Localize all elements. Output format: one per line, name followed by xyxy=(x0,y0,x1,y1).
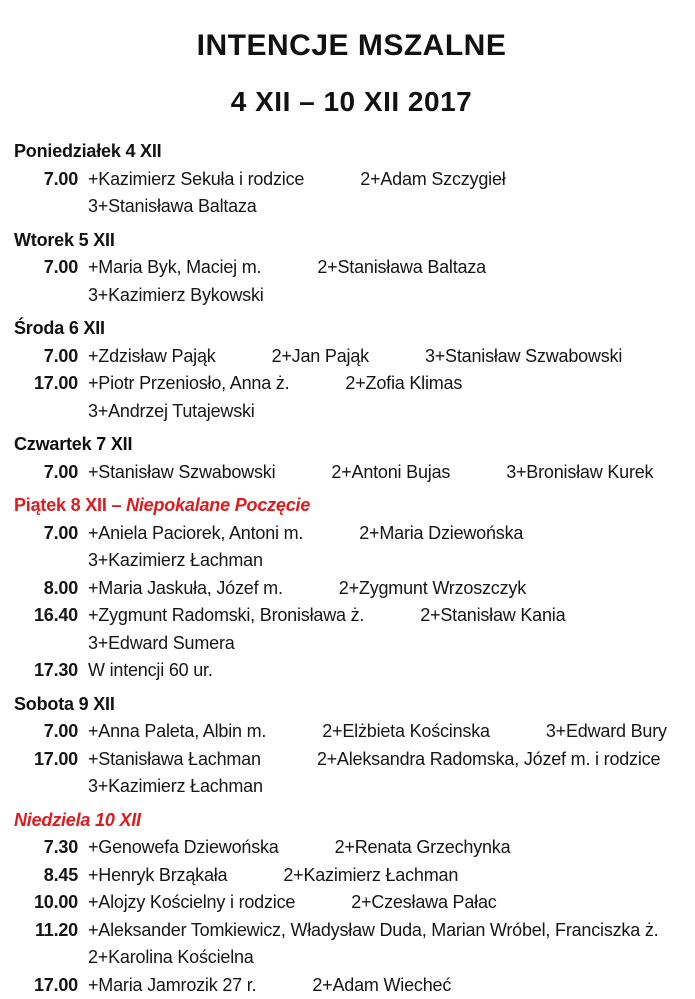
mass-intentions xyxy=(88,834,510,862)
mass-intention: +Stanisława Łachman xyxy=(88,746,261,774)
mass-row xyxy=(14,718,689,746)
mass-row xyxy=(14,602,689,630)
mass-intention: 2+Antoni Bujas xyxy=(331,459,450,487)
mass-intention: 2+Czesława Pałac xyxy=(351,889,496,917)
mass-row xyxy=(14,944,689,972)
page-title: INTENCJE MSZALNE xyxy=(14,28,689,64)
mass-intentions xyxy=(88,773,263,801)
mass-time: 7.30 xyxy=(14,834,78,862)
day-heading xyxy=(14,807,689,835)
mass-row xyxy=(14,657,689,685)
day-heading xyxy=(14,138,689,166)
mass-intention: +Zygmunt Radomski, Bronisława ż. xyxy=(88,602,364,630)
mass-time: 16.40 xyxy=(14,602,78,630)
mass-time: 17.30 xyxy=(14,657,78,685)
mass-row xyxy=(14,862,689,890)
mass-row xyxy=(14,193,689,221)
mass-intentions xyxy=(88,459,653,487)
mass-time: 7.00 xyxy=(14,459,78,487)
mass-intention: +Stanisław Szwabowski xyxy=(88,459,275,487)
mass-intention: +Genowefa Dziewońska xyxy=(88,834,279,862)
mass-intention: 3+Kazimierz Bykowski xyxy=(88,282,264,310)
day-section xyxy=(14,492,689,685)
mass-row xyxy=(14,254,689,282)
mass-row xyxy=(14,343,689,371)
mass-time: 7.00 xyxy=(14,343,78,371)
day-section xyxy=(14,315,689,425)
mass-intention: +Zdzisław Pająk xyxy=(88,343,216,371)
mass-intentions xyxy=(88,746,660,774)
mass-intention: +Maria Jamrozik 27 r. xyxy=(88,972,256,999)
mass-intention: 2+Zofia Klimas xyxy=(345,370,462,398)
mass-intentions xyxy=(88,630,235,658)
mass-intention: 2+Adam Szczygieł xyxy=(360,166,505,194)
mass-intention: +Piotr Przeniosło, Anna ż. xyxy=(88,370,289,398)
mass-intention: 2+Jan Pająk xyxy=(272,343,369,371)
schedule xyxy=(14,138,689,999)
mass-intention: 3+Stanisław Szwabowski xyxy=(425,343,622,371)
mass-intention: +Aleksander Tomkiewicz, Władysław Duda, Marian Wróbel, Franciszka ż. xyxy=(88,917,658,945)
day-heading xyxy=(14,227,689,255)
mass-intentions xyxy=(88,718,667,746)
day-heading-text: Sobota 9 XII xyxy=(14,694,115,714)
mass-intention: 3+Edward Bury xyxy=(546,718,667,746)
mass-row xyxy=(14,889,689,917)
mass-intentions xyxy=(88,972,451,999)
mass-intention: 2+Maria Dziewońska xyxy=(359,520,523,548)
mass-intention: +Anna Paleta, Albin m. xyxy=(88,718,266,746)
mass-intention: 2+Aleksandra Radomska, Józef m. i rodzice xyxy=(317,746,660,774)
mass-time: 10.00 xyxy=(14,889,78,917)
mass-intentions xyxy=(88,917,658,945)
day-section xyxy=(14,807,689,999)
mass-time: 8.45 xyxy=(14,862,78,890)
mass-row xyxy=(14,370,689,398)
mass-intention: +Henryk Brząkała xyxy=(88,862,227,890)
mass-row xyxy=(14,282,689,310)
mass-intention: 3+Bronisław Kurek xyxy=(506,459,653,487)
mass-intentions xyxy=(88,944,254,972)
mass-row xyxy=(14,630,689,658)
mass-intentions xyxy=(88,398,255,426)
mass-intention: +Alojzy Kościelny i rodzice xyxy=(88,889,295,917)
mass-intentions xyxy=(88,575,526,603)
mass-intention: +Maria Jaskuła, Józef m. xyxy=(88,575,283,603)
mass-intention: 2+Kazimierz Łachman xyxy=(283,862,458,890)
mass-time: 11.20 xyxy=(14,917,78,945)
mass-intentions xyxy=(88,862,458,890)
day-heading-text: Poniedziałek 4 XII xyxy=(14,141,161,161)
day-heading-emphasis: Niepokalane Poczęcie xyxy=(126,495,310,515)
mass-intentions xyxy=(88,193,257,221)
mass-time: 7.00 xyxy=(14,520,78,548)
day-section xyxy=(14,227,689,310)
mass-intention: 2+Zygmunt Wrzoszczyk xyxy=(339,575,526,603)
mass-intention: 3+Andrzej Tutajewski xyxy=(88,398,255,426)
mass-time: 17.00 xyxy=(14,746,78,774)
day-heading xyxy=(14,431,689,459)
mass-row xyxy=(14,520,689,548)
mass-intentions xyxy=(88,520,523,548)
mass-row xyxy=(14,746,689,774)
mass-intentions xyxy=(88,657,213,685)
mass-intentions xyxy=(88,254,486,282)
mass-intention: +Aniela Paciorek, Antoni m. xyxy=(88,520,303,548)
mass-intentions xyxy=(88,370,462,398)
mass-intention: 3+Kazimierz Łachman xyxy=(88,547,263,575)
mass-intentions xyxy=(88,166,506,194)
mass-row xyxy=(14,547,689,575)
mass-row xyxy=(14,398,689,426)
mass-intention: 3+Stanisława Baltaza xyxy=(88,193,257,221)
mass-intentions xyxy=(88,343,622,371)
mass-intention: +Kazimierz Sekuła i rodzice xyxy=(88,166,304,194)
day-heading-text: Wtorek 5 XII xyxy=(14,230,115,250)
day-heading xyxy=(14,691,689,719)
mass-row xyxy=(14,972,689,999)
mass-intention: W intencji 60 ur. xyxy=(88,657,213,685)
mass-intention: 2+Elżbieta Kościnska xyxy=(322,718,490,746)
mass-intention: 3+Kazimierz Łachman xyxy=(88,773,263,801)
mass-row xyxy=(14,575,689,603)
day-heading xyxy=(14,492,689,520)
mass-row xyxy=(14,773,689,801)
day-heading-emphasis: Niedziela 10 XII xyxy=(14,810,141,830)
mass-time: 7.00 xyxy=(14,254,78,282)
mass-intentions xyxy=(88,602,565,630)
date-range: 4 XII – 10 XII 2017 xyxy=(14,85,689,118)
day-section xyxy=(14,138,689,221)
mass-intention: 2+Renata Grzechynka xyxy=(335,834,511,862)
mass-row xyxy=(14,917,689,945)
mass-intention: 2+Adam Wiecheć xyxy=(312,972,451,999)
mass-intention: 3+Edward Sumera xyxy=(88,630,235,658)
mass-row xyxy=(14,166,689,194)
mass-intention: 2+Stanisław Kania xyxy=(420,602,565,630)
mass-intentions xyxy=(88,282,264,310)
mass-time: 7.00 xyxy=(14,166,78,194)
mass-time: 17.00 xyxy=(14,972,78,999)
mass-intentions xyxy=(88,889,497,917)
mass-time: 17.00 xyxy=(14,370,78,398)
mass-intention: 2+Stanisława Baltaza xyxy=(317,254,486,282)
day-section xyxy=(14,431,689,486)
day-heading-text: Czwartek 7 XII xyxy=(14,434,132,454)
mass-intention: +Maria Byk, Maciej m. xyxy=(88,254,261,282)
mass-time: 7.00 xyxy=(14,718,78,746)
mass-intention: 2+Karolina Kościelna xyxy=(88,944,254,972)
mass-time: 8.00 xyxy=(14,575,78,603)
mass-row xyxy=(14,834,689,862)
mass-row xyxy=(14,459,689,487)
day-heading xyxy=(14,315,689,343)
mass-intentions xyxy=(88,547,263,575)
day-heading-text: Piątek 8 XII – xyxy=(14,495,126,515)
day-section xyxy=(14,691,689,801)
day-heading-text: Środa 6 XII xyxy=(14,318,105,338)
